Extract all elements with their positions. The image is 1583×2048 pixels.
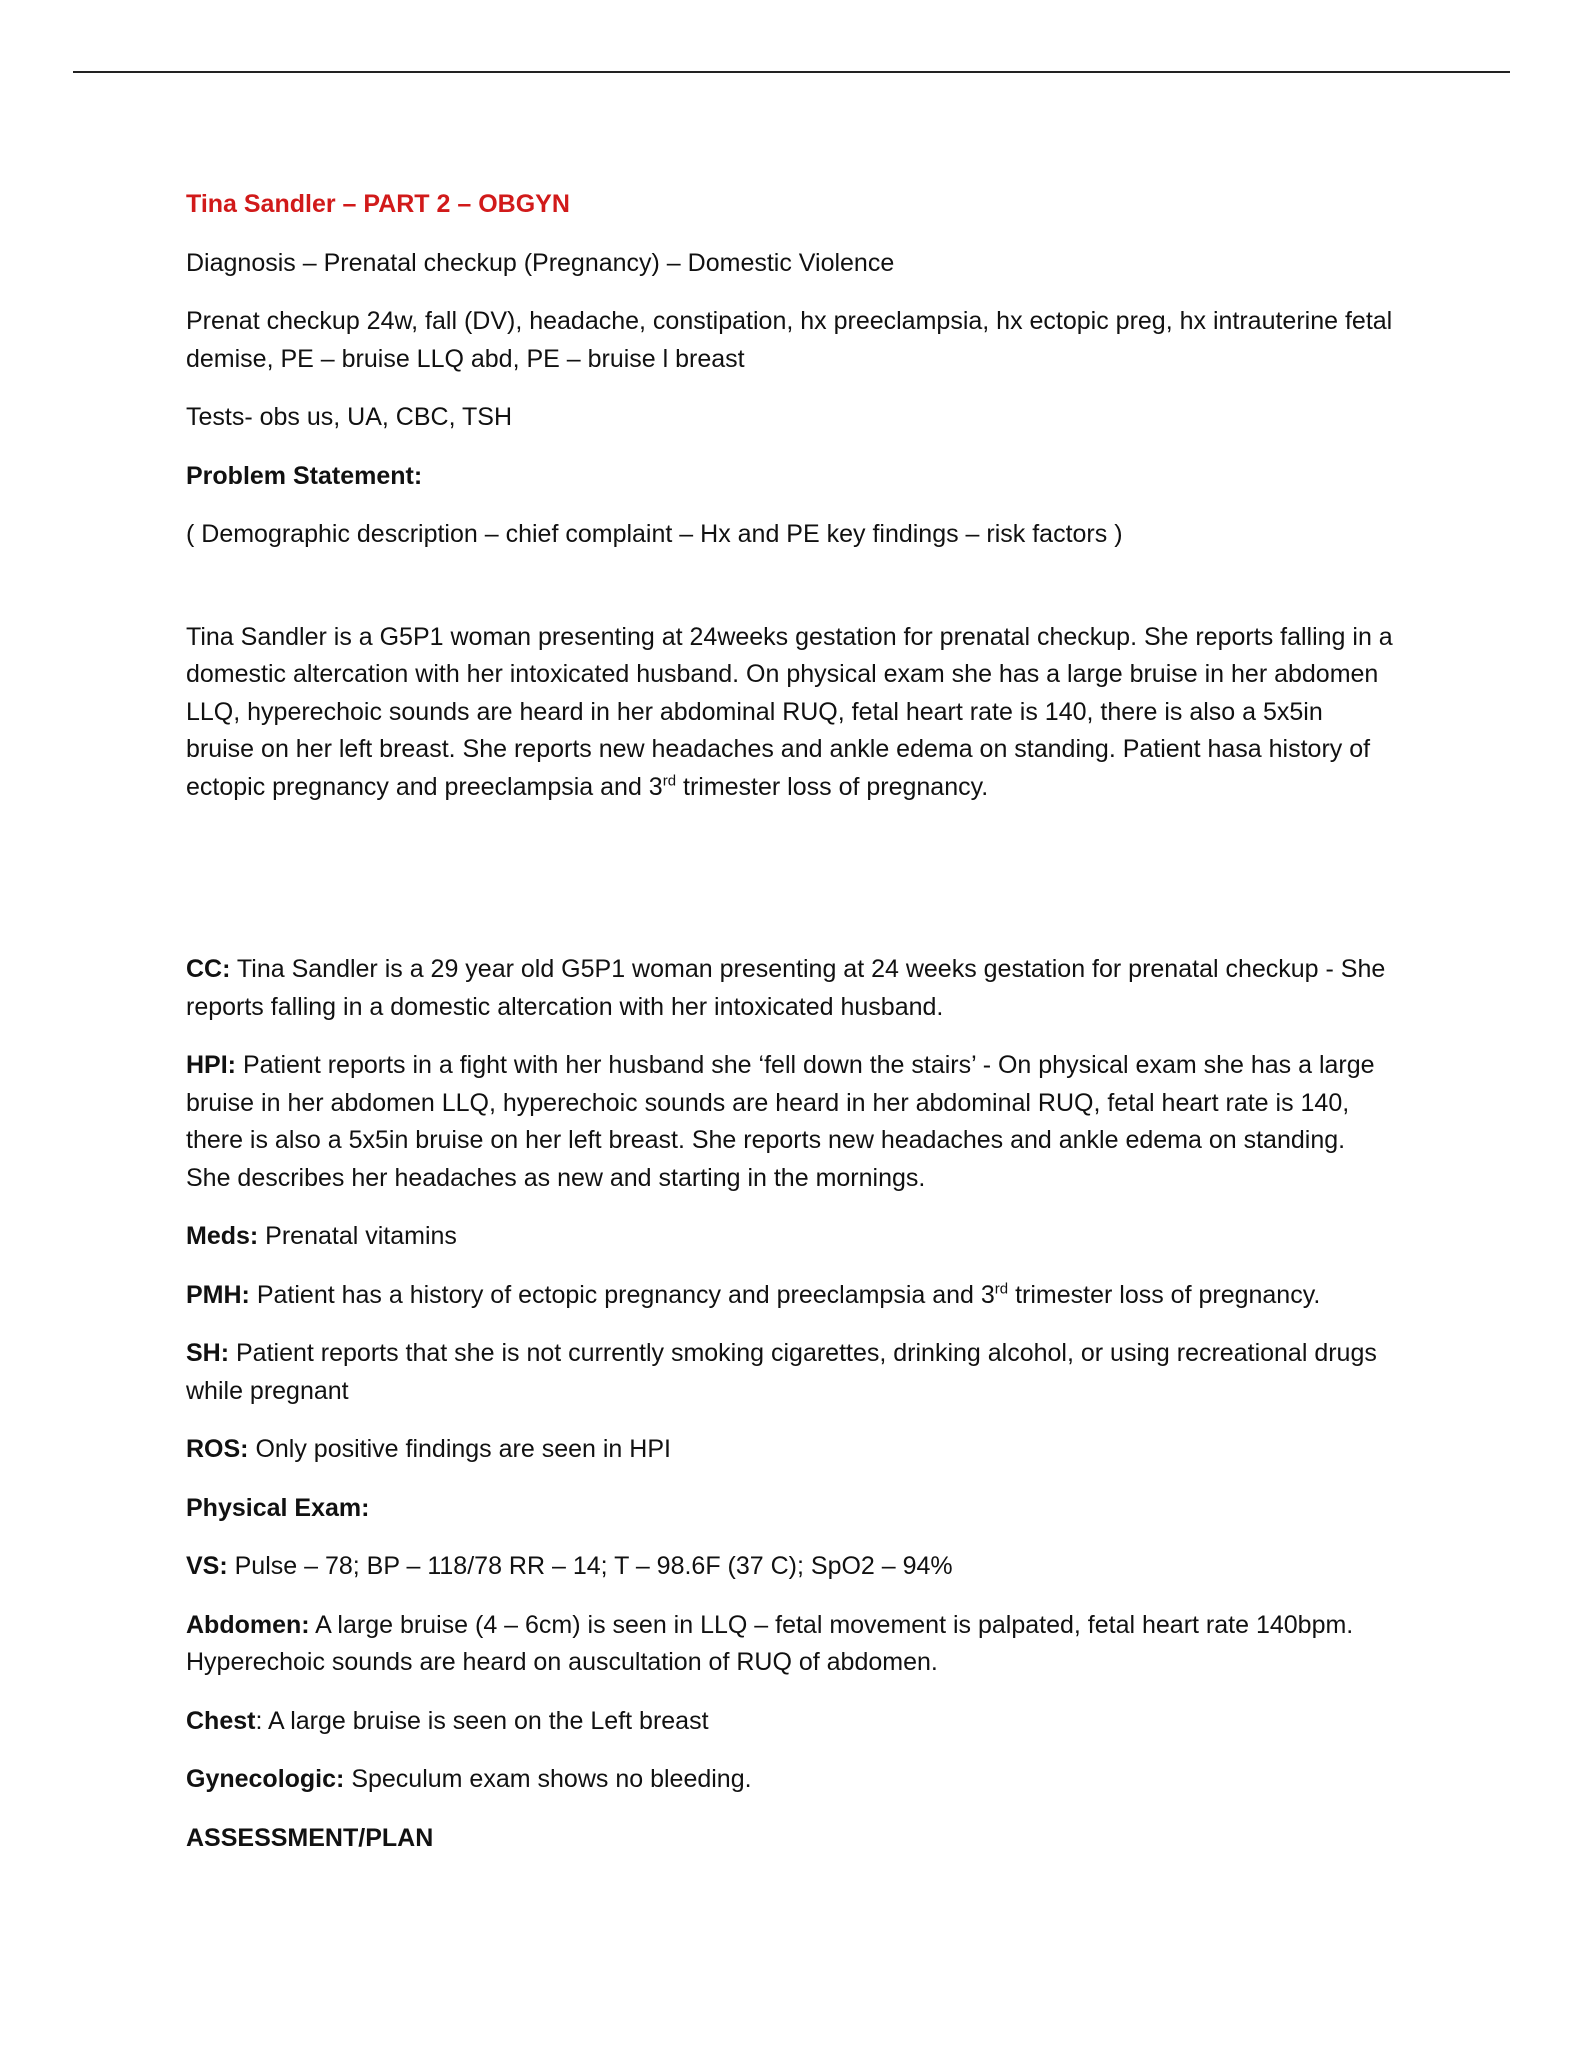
sh-text: Patient reports that she is not currently smoking cigarettes, drinking alcohol, or using recreational drugs while pregnant xyxy=(186,1339,1377,1405)
problem-statement-heading: Problem Statement: xyxy=(186,461,423,490)
document-title: Tina Sandler – PART 2 – OBGYN xyxy=(186,190,570,218)
spacer xyxy=(186,575,1396,619)
hpi-label: HPI: xyxy=(186,1051,236,1079)
hpi-section xyxy=(186,1047,1396,1197)
chest-label: Chest xyxy=(186,1706,256,1735)
gyn-label: Gynecologic: xyxy=(186,1765,345,1793)
tests-line: Tests- obs us, UA, CBC, TSH xyxy=(186,403,513,431)
gyn-section xyxy=(186,1761,1396,1799)
vs-section xyxy=(186,1548,1396,1586)
ordinal-suffix: rd xyxy=(994,1280,1009,1298)
pmh-label: PMH: xyxy=(186,1280,250,1309)
meds-text: Prenatal vitamins xyxy=(258,1222,457,1250)
abdomen-label: Abdomen: xyxy=(186,1610,310,1639)
hpi-text: Patient reports in a fight with her husband she ‘fell down the stairs’ - On physical exam she has a large bruise in her abdomen LLQ, hyperechoic sounds are heard in her abdominal RUQ, fetal heart rate is 140, there is also a 5x5in bruise on her left breast. She reports new headaches and ankle edema on standing. She describes her headaches as new and starting in the mornings. xyxy=(186,1051,1375,1192)
ordinal-suffix: rd xyxy=(662,772,677,790)
pmh-text: Patient has a history of ectopic pregnancy and preeclampsia and 3 xyxy=(249,1280,995,1309)
ros-label: ROS: xyxy=(186,1435,249,1463)
abdomen-text: A large bruise (4 – 6cm) is seen in LLQ – fetal movement is palpated, fetal heart rate 140bpm. Hyperechoic sounds are heard on auscultation of RUQ of abdomen. xyxy=(186,1610,1354,1676)
summary-line: Prenat checkup 24w, fall (DV), headache, constipation, hx preeclampsia, hx ectopic preg, hx intrauterine fetal demise, PE – bruise LLQ abd, PE – bruise l breast xyxy=(186,307,1393,373)
header-rule xyxy=(73,71,1510,73)
vs-label: VS: xyxy=(186,1552,228,1580)
document-body xyxy=(186,186,1396,1878)
chest-text: : A large bruise is seen on the Left breast xyxy=(255,1706,709,1735)
spacer xyxy=(186,827,1396,951)
gyn-text: Speculum exam shows no bleeding. xyxy=(344,1765,752,1793)
sh-section xyxy=(186,1335,1396,1410)
vs-text: Pulse – 78; BP – 118/78 RR – 14; T – 98.6F (37 C); SpO2 – 94% xyxy=(227,1552,953,1580)
ros-text: Only positive findings are seen in HPI xyxy=(248,1435,671,1463)
chest-section xyxy=(186,1703,1396,1741)
meds-label: Meds: xyxy=(186,1222,259,1250)
physical-exam-heading: Physical Exam: xyxy=(186,1493,370,1522)
ros-section xyxy=(186,1431,1396,1469)
abdomen-section xyxy=(186,1607,1396,1682)
assessment-heading: ASSESSMENT/PLAN xyxy=(186,1823,434,1852)
problem-statement-template: ( Demographic description – chief complaint – Hx and PE key findings – risk factors ) xyxy=(186,520,1123,548)
diagnosis-line: Diagnosis – Prenatal checkup (Pregnancy) – Domestic Violence xyxy=(186,248,895,277)
problem-statement-body xyxy=(186,619,1396,807)
cc-label: CC: xyxy=(186,955,231,983)
cc-text: Tina Sandler is a 29 year old G5P1 woman presenting at 24 weeks gestation for prenatal checkup - She reports falling in a domestic altercation with her intoxicated husband. xyxy=(186,955,1386,1021)
problem-statement-text: Tina Sandler is a G5P1 woman presenting at 24weeks gestation for prenatal checkup. She reports falling in a domestic altercation with her intoxicated husband. On physical exam she has a large bruise in her abdomen LLQ, hyperechoic sounds are heard in her abdominal RUQ, fetal heart rate is 140, there is also a 5x5in bruise on her left breast. She reports new headaches and ankle edema on standing. Patient hasa history of ectopic pregnancy and preeclampsia and 3 xyxy=(186,622,1393,801)
problem-statement-text-end: trimester loss of pregnancy. xyxy=(676,772,989,801)
meds-section xyxy=(186,1218,1396,1256)
pmh-section xyxy=(186,1277,1396,1315)
pmh-text-end: trimester loss of pregnancy. xyxy=(1008,1280,1321,1309)
sh-label: SH: xyxy=(186,1339,230,1367)
cc-section xyxy=(186,951,1396,1026)
